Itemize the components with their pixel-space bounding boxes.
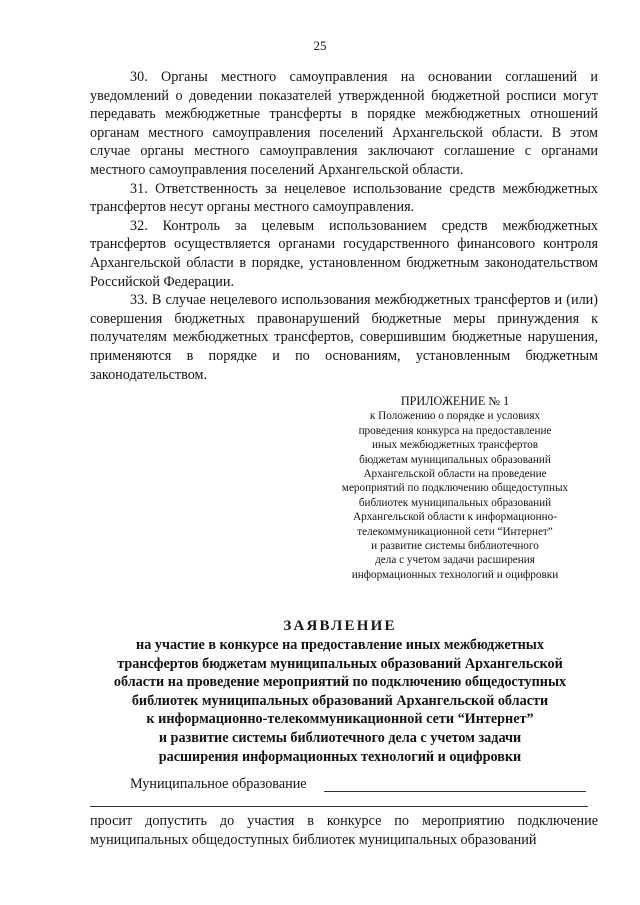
appendix-line: проведения конкурса на предоставление [358, 424, 552, 437]
paragraph-33: 33. В случае нецелевого использования межбюджетных трансфертов и (или) совершения бюджетных правонарушений бюджетные меры принуждения к получателям межбюджетных трансфертов, совершившим бюджетные нарушения, применяются в порядке и по основаниям, установленным бюджетным законодательством. [90, 292, 598, 383]
request-text: просит допустить до участия в конкурсе по мероприятию подключение муниципальных общедоступных библиотек муниципальных образований [90, 813, 598, 848]
appendix-line: телекоммуникационной сети “Интернет” [357, 525, 553, 538]
paragraph-30: 30. Органы местного самоуправления на основании соглашений и уведомлений о доведении показателей утвержденной бюджетной росписи могут передавать межбюджетные трансферты в порядке межбюджетных отношений органам местного самоуправления поселений Архангельской области. В этом случае органы местного самоуправления заключают соглашение с органами местного самоуправления поселений Архангельской области. [90, 69, 598, 178]
statement-subtitle-line: трансфертов бюджетам муниципальных образований Архангельской [117, 655, 563, 672]
municipality-blank-field[interactable] [324, 791, 586, 792]
appendix-title: ПРИЛОЖЕНИЕ № 1 [400, 394, 510, 408]
municipality-label: Муниципальное образование [130, 776, 307, 792]
appendix-line: Архангельской области на проведение [363, 468, 547, 481]
appendix-line: дела с учетом задачи расширения [375, 554, 535, 567]
appendix-line: библиотек муниципальных образований [358, 496, 552, 509]
appendix-line: к Положению о порядке и условиях [369, 410, 541, 423]
appendix-line: мероприятий по подключению общедоступных [341, 482, 569, 495]
appendix-line: информационных технологий и оцифровки [351, 568, 559, 581]
statement-title: ЗАЯВЛЕНИЕ [283, 618, 397, 634]
statement-subtitle [80, 636, 600, 766]
statement-subtitle-line: и развитие системы библиотечного дела с учетом задачи [158, 729, 522, 746]
appendix-line: Архангельской области к информационно- [353, 511, 557, 524]
body-text [90, 68, 598, 384]
statement-subtitle-line: библиотек муниципальных образований Архангельской области [131, 692, 549, 709]
statement-subtitle-line: к информационно-телекоммуникационной сети “Интернет” [146, 711, 534, 728]
appendix-line: иных межбюджетных трансфертов [372, 439, 538, 452]
appendix-header [322, 394, 588, 582]
paragraph-31: 31. Ответственность за нецелевое использование средств межбюджетных трансфертов несут органы местного самоуправления. [90, 180, 598, 216]
paragraph-32: 32. Контроль за целевым использованием средств межбюджетных трансфертов осуществляется органами государственного финансового контроля Архангельской области в порядке, установленном бюджетным законодательством Российской Федерации. [90, 217, 598, 290]
statement-subtitle-line: области на проведение мероприятий по подключению общедоступных [113, 674, 567, 691]
appendix-line: и развитие системы библиотечного [371, 540, 539, 553]
statement-subtitle-line: на участие в конкурсе на предоставление иных межбюджетных [136, 637, 544, 653]
appendix-line: бюджетам муниципальных образований [359, 453, 551, 466]
page-number: 25 [313, 38, 327, 53]
statement-subtitle-line: расширения информационных технологий и оцифровки [158, 748, 522, 765]
municipality-blank-field-continuation[interactable] [90, 806, 588, 807]
